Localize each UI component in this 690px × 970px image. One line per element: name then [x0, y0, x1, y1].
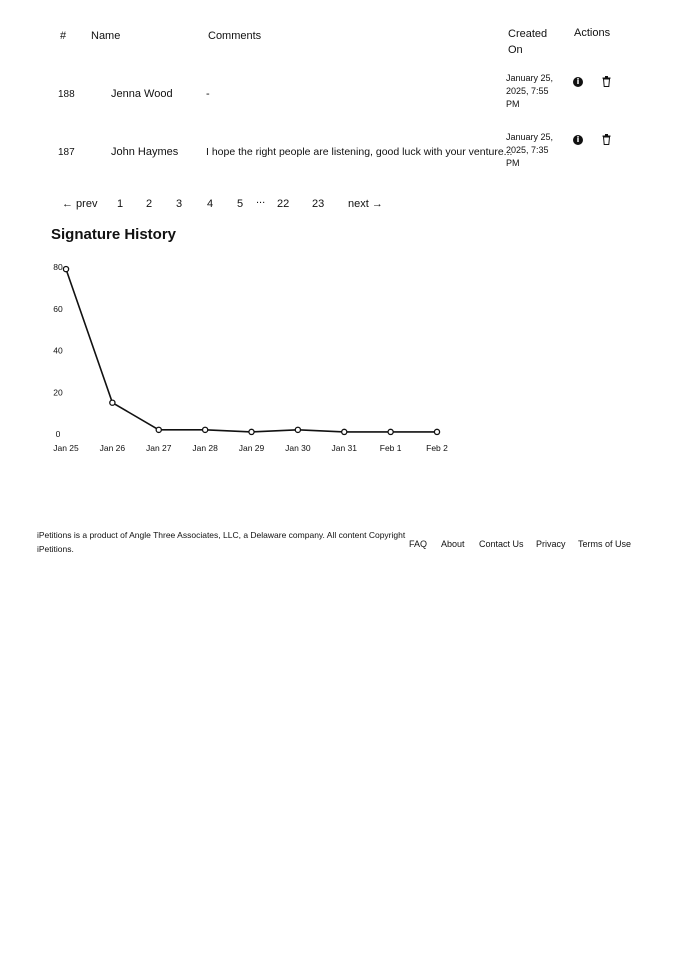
row-name: John Haymes: [111, 146, 179, 158]
footer-copyright: iPetitions is a product of Angle Three Associates, LLC, a Delaware company. All content Copyright iPetitions.: [37, 530, 406, 554]
page-link-5[interactable]: 5: [237, 198, 244, 210]
header-actions: Actions: [574, 27, 611, 39]
info-icon[interactable]: i: [573, 77, 583, 87]
data-point: [203, 427, 208, 432]
row-created: January 25, 2025, 7:55 PM: [506, 73, 554, 109]
header-created-on: Created On: [508, 28, 548, 56]
row-created: January 25, 2025, 7:35 PM: [506, 132, 554, 168]
row-comment: -: [206, 88, 210, 100]
x-tick-label: Jan 26: [99, 443, 126, 453]
y-tick-label: 80: [53, 262, 63, 272]
footer-link-contact[interactable]: Contact Us: [479, 539, 524, 549]
page-link-23[interactable]: 23: [312, 198, 325, 210]
data-point: [434, 429, 439, 434]
data-point: [110, 400, 115, 405]
signature-history-chart: [0, 250, 480, 465]
row-num: 188: [58, 89, 75, 100]
y-tick-label: 40: [53, 345, 63, 356]
y-tick-label: 0: [55, 429, 61, 439]
page-link-4[interactable]: 4: [207, 198, 214, 210]
page-ellipsis: ...: [256, 194, 266, 206]
x-tick-label: Jan 25: [53, 443, 79, 453]
data-point: [249, 429, 254, 434]
series-line: [66, 269, 437, 432]
data-point: [388, 429, 393, 434]
data-point: [295, 427, 300, 432]
x-tick-label: Feb 2: [426, 443, 448, 453]
x-tick-label: Jan 31: [331, 443, 358, 453]
footer-link-privacy[interactable]: Privacy: [536, 539, 566, 549]
chart-title: Signature History: [51, 226, 177, 243]
footer-link-about[interactable]: About: [441, 539, 465, 549]
data-point: [342, 429, 347, 434]
x-tick-label: Feb 1: [379, 443, 402, 453]
page-link-22[interactable]: 22: [277, 198, 290, 210]
header-num: #: [60, 30, 67, 42]
row-name: Jenna Wood: [111, 88, 173, 100]
x-tick-label: Jan 28: [192, 443, 218, 453]
x-tick-label: Jan 30: [285, 443, 311, 453]
trash-icon[interactable]: [602, 134, 614, 146]
x-tick-label: Jan 29: [238, 443, 265, 453]
y-tick-label: 20: [53, 387, 63, 398]
trash-icon[interactable]: [602, 76, 614, 88]
header-name: Name: [91, 30, 121, 42]
page-link-2[interactable]: 2: [146, 198, 153, 210]
page-link-1[interactable]: 1: [117, 198, 124, 210]
footer-link-terms[interactable]: Terms of Use: [578, 539, 632, 549]
y-tick-label: 60: [53, 303, 63, 314]
footer-link-faq[interactable]: FAQ: [409, 539, 428, 549]
row-comment: I hope the right people are listening, good luck with your venture...: [206, 146, 513, 158]
page-link-3[interactable]: 3: [176, 198, 183, 210]
prev-link[interactable]: ← prev: [62, 198, 98, 210]
x-tick-label: Jan 27: [145, 443, 172, 453]
row-num: 187: [58, 147, 75, 158]
data-point: [63, 266, 68, 271]
data-point: [156, 427, 161, 432]
header-comments: Comments: [208, 30, 262, 42]
next-link[interactable]: next →: [348, 198, 383, 210]
info-icon[interactable]: i: [573, 135, 583, 145]
